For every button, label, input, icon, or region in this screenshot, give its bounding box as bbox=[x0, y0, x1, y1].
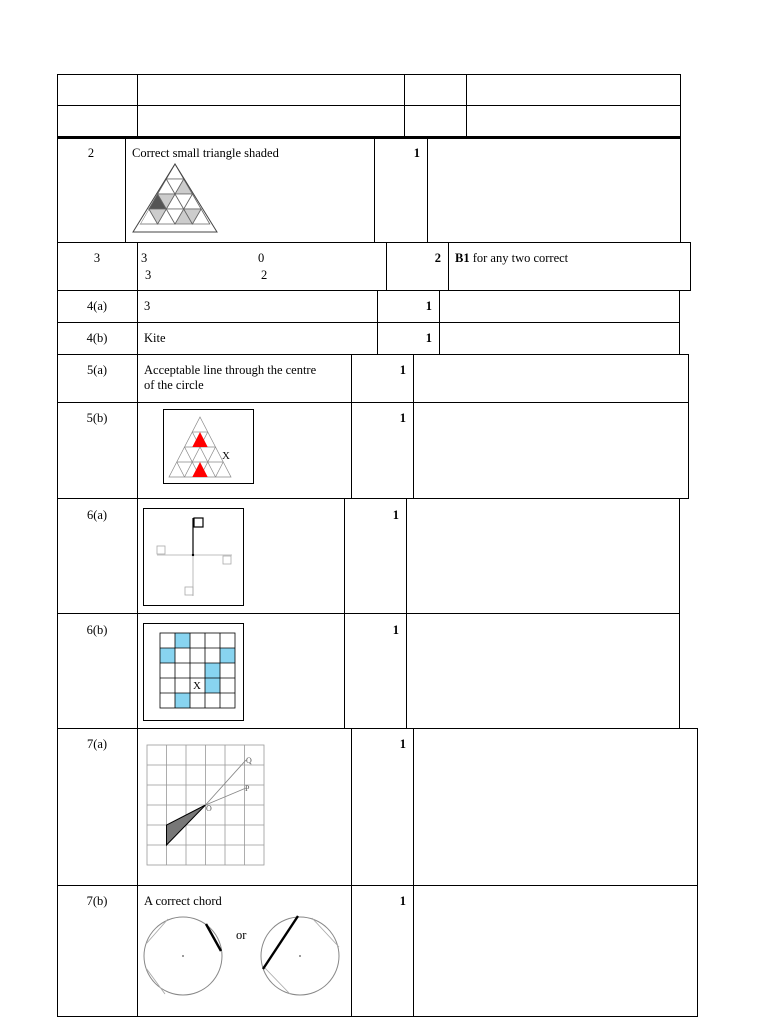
header-divider bbox=[137, 74, 138, 138]
mark: 1 bbox=[425, 299, 432, 313]
question-number: 5(a) bbox=[86, 363, 108, 377]
col-divider bbox=[413, 402, 414, 499]
col-divider bbox=[137, 728, 138, 886]
col-divider bbox=[413, 885, 414, 1017]
col-divider bbox=[137, 290, 138, 323]
point-label: X bbox=[222, 450, 230, 462]
enlargement-grid-figure bbox=[146, 744, 266, 866]
answer-text: A correct chord bbox=[144, 894, 222, 908]
mark: 1 bbox=[399, 894, 406, 908]
col-divider bbox=[137, 885, 138, 1017]
guidance-code: B1 bbox=[455, 251, 470, 265]
triangle-grid-figure bbox=[131, 162, 219, 234]
chord-circle-figure bbox=[260, 914, 342, 998]
col-divider bbox=[439, 290, 440, 323]
point-label: Q bbox=[246, 756, 252, 765]
point-label: P bbox=[245, 784, 250, 793]
mark: 1 bbox=[399, 737, 406, 751]
col-divider bbox=[125, 138, 126, 243]
col-divider bbox=[137, 613, 138, 729]
answer-text: Correct small triangle shaded bbox=[132, 146, 279, 160]
question-number: 3 bbox=[93, 251, 101, 265]
mark: 1 bbox=[392, 508, 399, 522]
chord-circle-figure bbox=[143, 914, 225, 998]
answer-text: Acceptable line through the centre bbox=[144, 363, 317, 377]
col-divider bbox=[427, 138, 428, 243]
mark: 1 bbox=[413, 146, 420, 160]
col-divider bbox=[448, 242, 449, 291]
answer-value: 3 bbox=[145, 268, 152, 282]
mark: 2 bbox=[434, 251, 441, 265]
header-table bbox=[57, 74, 681, 138]
col-divider bbox=[406, 498, 407, 614]
col-divider bbox=[413, 728, 414, 886]
question-number: 7(b) bbox=[86, 894, 108, 908]
rotation-figure bbox=[143, 508, 244, 606]
header-divider bbox=[404, 74, 405, 138]
guidance bbox=[455, 250, 568, 266]
header-row-divider bbox=[57, 105, 681, 106]
point-label: X bbox=[193, 680, 201, 692]
symmetry-grid-figure bbox=[143, 623, 244, 721]
or-text: or bbox=[236, 928, 247, 942]
answer-text: 3 bbox=[144, 299, 151, 313]
mark: 1 bbox=[399, 411, 406, 425]
col-divider bbox=[137, 498, 138, 614]
answer-value: 3 bbox=[141, 251, 148, 265]
question-number: 2 bbox=[87, 146, 95, 160]
question-number: 7(a) bbox=[86, 737, 108, 751]
answer-text: Kite bbox=[144, 331, 166, 345]
col-divider bbox=[137, 322, 138, 355]
guidance-text: for any two correct bbox=[472, 251, 569, 265]
header-divider bbox=[466, 74, 467, 138]
col-divider bbox=[406, 613, 407, 729]
question-number: 6(a) bbox=[86, 508, 108, 522]
question-number: 5(b) bbox=[86, 411, 108, 425]
row-q4a bbox=[57, 290, 680, 323]
question-number: 4(b) bbox=[86, 331, 108, 345]
answer-value: 0 bbox=[258, 251, 265, 265]
question-number: 4(a) bbox=[86, 299, 108, 313]
answer-value: 2 bbox=[261, 268, 268, 282]
col-divider bbox=[137, 242, 138, 291]
question-number: 6(b) bbox=[86, 623, 108, 637]
col-divider bbox=[137, 402, 138, 499]
mark: 1 bbox=[425, 331, 432, 345]
answer-text: of the circle bbox=[144, 378, 204, 392]
col-divider bbox=[413, 354, 414, 403]
col-divider bbox=[137, 354, 138, 403]
row-q3 bbox=[57, 242, 691, 291]
mark: 1 bbox=[392, 623, 399, 637]
mark: 1 bbox=[399, 363, 406, 377]
reflection-triangle-figure bbox=[163, 409, 255, 485]
col-divider bbox=[439, 322, 440, 355]
point-label: O bbox=[206, 804, 212, 813]
